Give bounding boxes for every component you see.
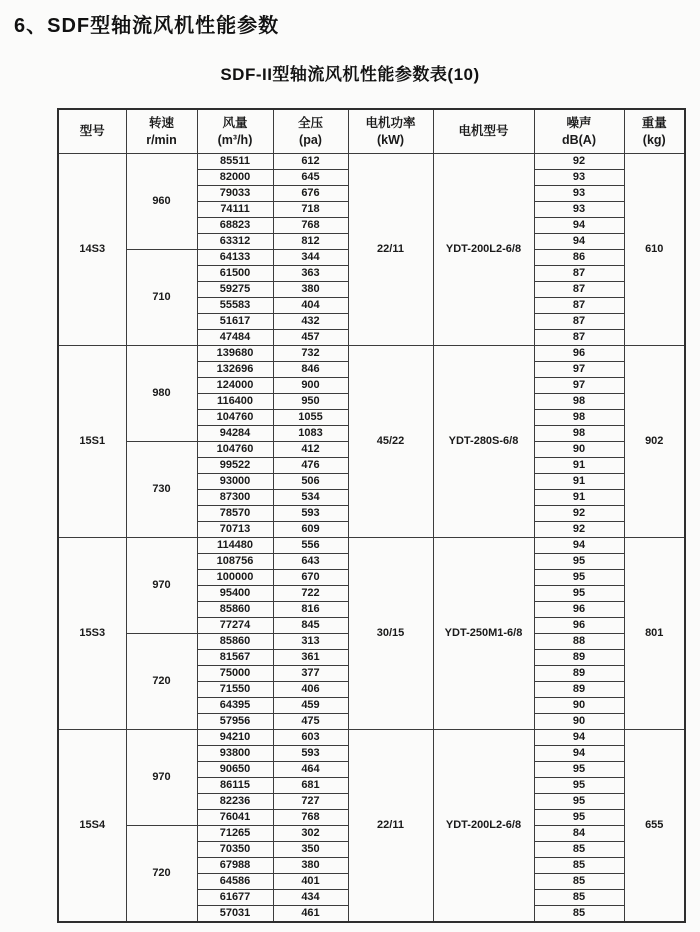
airflow-cell: 67988 [197,858,273,874]
airflow-cell: 70713 [197,522,273,538]
motor-power-cell: 45/22 [348,346,433,538]
pressure-cell: 313 [273,634,348,650]
airflow-cell: 85511 [197,154,273,170]
pressure-cell: 459 [273,698,348,714]
motor-power-cell: 22/11 [348,154,433,346]
header-model-label: 型号 [79,124,105,139]
noise-cell: 93 [534,186,624,202]
table-body [58,154,685,923]
pressure-cell: 643 [273,554,348,570]
header-weight-label: 重量 [641,116,667,131]
noise-cell: 87 [534,330,624,346]
airflow-cell: 68823 [197,218,273,234]
noise-cell: 89 [534,666,624,682]
noise-cell: 85 [534,890,624,906]
speed-cell: 720 [126,826,197,923]
noise-cell: 89 [534,682,624,698]
noise-cell: 93 [534,170,624,186]
noise-cell: 95 [534,762,624,778]
pressure-cell: 412 [273,442,348,458]
pressure-cell: 380 [273,282,348,298]
airflow-cell: 100000 [197,570,273,586]
airflow-cell: 59275 [197,282,273,298]
airflow-cell: 132696 [197,362,273,378]
noise-cell: 94 [534,218,624,234]
noise-cell: 94 [534,746,624,762]
noise-cell: 96 [534,602,624,618]
speed-cell: 970 [126,538,197,634]
motor-power-cell: 22/11 [348,730,433,923]
airflow-cell: 95400 [197,586,273,602]
noise-cell: 91 [534,474,624,490]
airflow-cell: 61500 [197,266,273,282]
header-speed-label: 转速 [148,116,174,131]
speed-cell: 710 [126,250,197,346]
airflow-cell: 78570 [197,506,273,522]
pressure-cell: 350 [273,842,348,858]
table-title: SDF-II型轴流风机性能参数表(10) [220,65,480,84]
header-airflow [197,109,273,154]
pressure-cell: 593 [273,746,348,762]
pressure-cell: 718 [273,202,348,218]
header-motor-model [433,109,534,154]
noise-cell: 94 [534,538,624,554]
weight-cell: 655 [624,730,685,923]
airflow-cell: 104760 [197,442,273,458]
airflow-cell: 55583 [197,298,273,314]
airflow-cell: 64395 [197,698,273,714]
pressure-cell: 603 [273,730,348,746]
pressure-cell: 768 [273,810,348,826]
pressure-cell: 609 [273,522,348,538]
header-speed-unit: r/min [146,132,177,147]
pressure-cell: 457 [273,330,348,346]
airflow-cell: 94210 [197,730,273,746]
pressure-cell: 681 [273,778,348,794]
weight-cell: 902 [624,346,685,538]
pressure-cell: 432 [273,314,348,330]
noise-cell: 92 [534,522,624,538]
header-airflow-label: 风量 [222,116,248,131]
pressure-cell: 670 [273,570,348,586]
table-row [58,154,685,170]
airflow-cell: 139680 [197,346,273,362]
pressure-cell: 475 [273,714,348,730]
header-weight-unit: (kg) [642,132,666,147]
airflow-cell: 93800 [197,746,273,762]
header-pressure [273,109,348,154]
airflow-cell: 47484 [197,330,273,346]
pressure-cell: 344 [273,250,348,266]
noise-cell: 97 [534,362,624,378]
model-cell: 15S4 [58,730,126,923]
airflow-cell: 64586 [197,874,273,890]
airflow-cell: 77274 [197,618,273,634]
noise-cell: 87 [534,298,624,314]
pressure-cell: 363 [273,266,348,282]
noise-cell: 95 [534,810,624,826]
noise-cell: 85 [534,906,624,923]
header-motor-power [348,109,433,154]
table-row [58,538,685,554]
pressure-cell: 812 [273,234,348,250]
model-cell: 14S3 [58,154,126,346]
header-motor-model-label: 电机型号 [458,124,509,139]
motor-model-cell: YDT-280S-6/8 [433,346,534,538]
pressure-cell: 406 [273,682,348,698]
noise-cell: 92 [534,154,624,170]
noise-cell: 90 [534,714,624,730]
noise-cell: 85 [534,842,624,858]
airflow-cell: 108756 [197,554,273,570]
airflow-cell: 74111 [197,202,273,218]
noise-cell: 98 [534,410,624,426]
pressure-cell: 645 [273,170,348,186]
header-row [58,109,685,154]
airflow-cell: 51617 [197,314,273,330]
motor-model-cell: YDT-250M1-6/8 [433,538,534,730]
header-pressure-label: 全压 [297,116,323,131]
noise-cell: 95 [534,554,624,570]
pressure-cell: 727 [273,794,348,810]
noise-cell: 91 [534,490,624,506]
airflow-cell: 57031 [197,906,273,923]
model-cell: 15S3 [58,538,126,730]
header-noise-unit: dB(A) [561,132,596,147]
header-motor-power-unit: (kW) [376,132,405,147]
noise-cell: 90 [534,698,624,714]
pressure-cell: 556 [273,538,348,554]
noise-cell: 87 [534,282,624,298]
motor-power-cell: 30/15 [348,538,433,730]
noise-cell: 98 [534,426,624,442]
pressure-cell: 1083 [273,426,348,442]
airflow-cell: 71265 [197,826,273,842]
noise-cell: 97 [534,378,624,394]
speed-cell: 980 [126,346,197,442]
airflow-cell: 93000 [197,474,273,490]
airflow-cell: 70350 [197,842,273,858]
noise-cell: 88 [534,634,624,650]
pressure-cell: 846 [273,362,348,378]
airflow-cell: 64133 [197,250,273,266]
airflow-cell: 75000 [197,666,273,682]
noise-cell: 85 [534,874,624,890]
header-noise-label: 噪声 [566,116,592,131]
noise-cell: 93 [534,202,624,218]
noise-cell: 95 [534,586,624,602]
header-airflow-unit: (m³/h) [217,132,253,147]
pressure-cell: 900 [273,378,348,394]
pressure-cell: 816 [273,602,348,618]
noise-cell: 94 [534,234,624,250]
noise-cell: 91 [534,458,624,474]
header-model [58,109,126,154]
header-noise [534,109,624,154]
airflow-cell: 85860 [197,602,273,618]
airflow-cell: 79033 [197,186,273,202]
pressure-cell: 401 [273,874,348,890]
noise-cell: 85 [534,858,624,874]
pressure-cell: 612 [273,154,348,170]
airflow-cell: 94284 [197,426,273,442]
motor-model-cell: YDT-200L2-6/8 [433,154,534,346]
noise-cell: 92 [534,506,624,522]
pressure-cell: 464 [273,762,348,778]
noise-cell: 87 [534,314,624,330]
airflow-cell: 90650 [197,762,273,778]
noise-cell: 96 [534,618,624,634]
noise-cell: 98 [534,394,624,410]
airflow-cell: 61677 [197,890,273,906]
motor-model-cell: YDT-200L2-6/8 [433,730,534,923]
airflow-cell: 63312 [197,234,273,250]
pressure-cell: 302 [273,826,348,842]
pressure-cell: 950 [273,394,348,410]
pressure-cell: 732 [273,346,348,362]
performance-table [57,108,686,923]
noise-cell: 95 [534,570,624,586]
table-row [58,346,685,362]
airflow-cell: 76041 [197,810,273,826]
noise-cell: 95 [534,778,624,794]
airflow-cell: 87300 [197,490,273,506]
weight-cell: 801 [624,538,685,730]
airflow-cell: 104760 [197,410,273,426]
header-speed [126,109,197,154]
page-title: 6、SDF型轴流风机性能参数 [14,15,280,37]
noise-cell: 89 [534,650,624,666]
pressure-cell: 461 [273,906,348,923]
weight-cell: 610 [624,154,685,346]
noise-cell: 84 [534,826,624,842]
airflow-cell: 86115 [197,778,273,794]
pressure-cell: 845 [273,618,348,634]
speed-cell: 960 [126,154,197,250]
speed-cell: 970 [126,730,197,826]
table-row [58,730,685,746]
airflow-cell: 57956 [197,714,273,730]
pressure-cell: 380 [273,858,348,874]
airflow-cell: 99522 [197,458,273,474]
header-motor-power-label: 电机功率 [365,116,416,131]
airflow-cell: 71550 [197,682,273,698]
noise-cell: 90 [534,442,624,458]
noise-cell: 87 [534,266,624,282]
pressure-cell: 1055 [273,410,348,426]
model-cell: 15S1 [58,346,126,538]
noise-cell: 95 [534,794,624,810]
pressure-cell: 377 [273,666,348,682]
speed-cell: 730 [126,442,197,538]
speed-cell: 720 [126,634,197,730]
header-weight [624,109,685,154]
pressure-cell: 676 [273,186,348,202]
airflow-cell: 82236 [197,794,273,810]
airflow-cell: 114480 [197,538,273,554]
airflow-cell: 82000 [197,170,273,186]
airflow-cell: 124000 [197,378,273,394]
pressure-cell: 722 [273,586,348,602]
header-pressure-unit: (pa) [299,132,322,147]
airflow-cell: 81567 [197,650,273,666]
noise-cell: 86 [534,250,624,266]
noise-cell: 96 [534,346,624,362]
pressure-cell: 768 [273,218,348,234]
pressure-cell: 593 [273,506,348,522]
pressure-cell: 534 [273,490,348,506]
pressure-cell: 434 [273,890,348,906]
noise-cell: 94 [534,730,624,746]
pressure-cell: 476 [273,458,348,474]
pressure-cell: 404 [273,298,348,314]
airflow-cell: 85860 [197,634,273,650]
pressure-cell: 506 [273,474,348,490]
pressure-cell: 361 [273,650,348,666]
airflow-cell: 116400 [197,394,273,410]
